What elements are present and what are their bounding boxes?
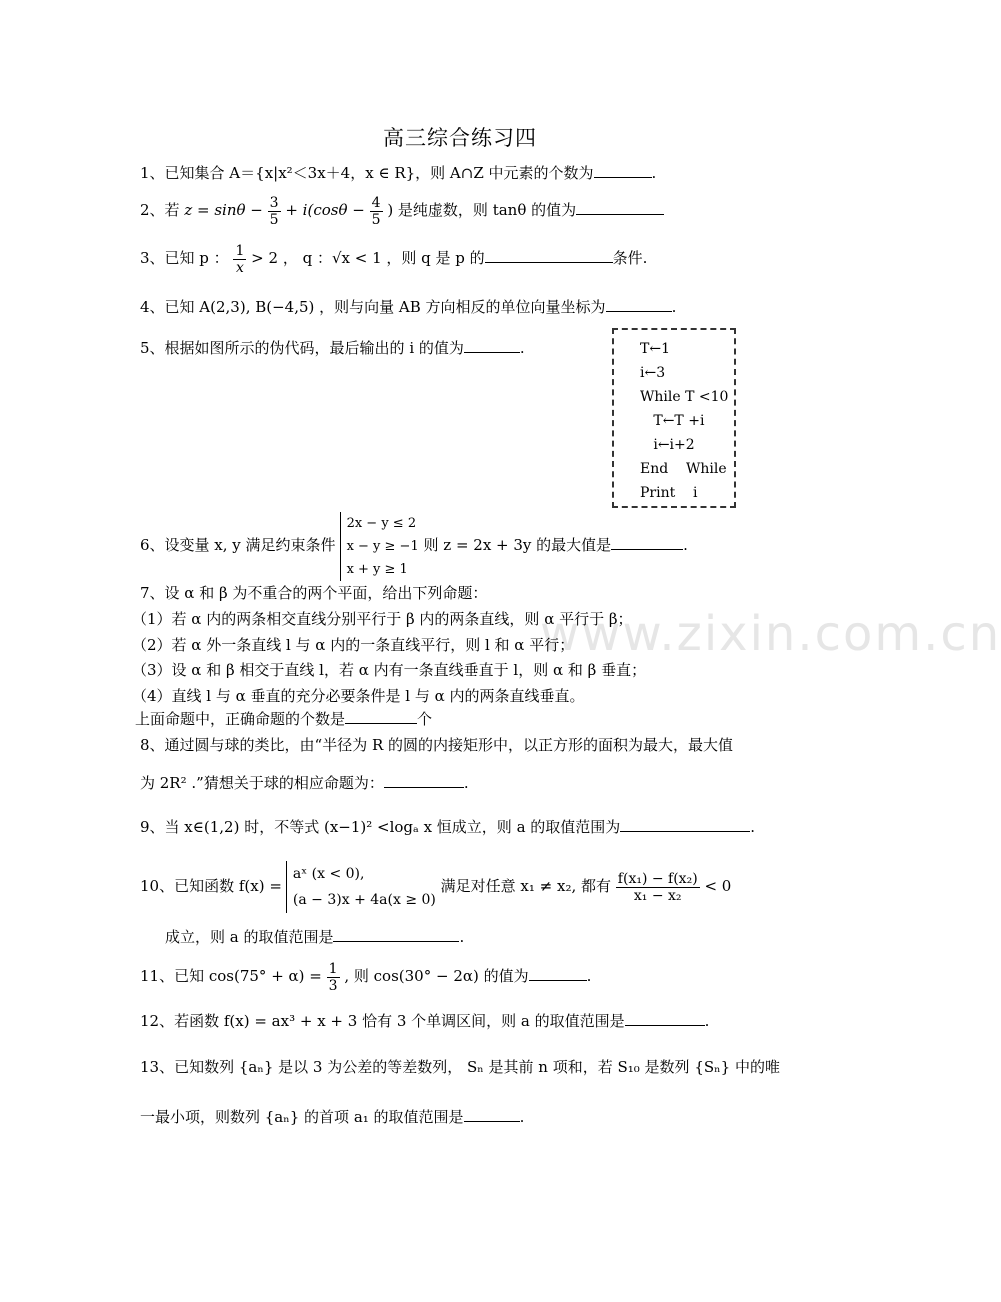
question-10: 10、已知函数 f(x) = aˣ (x < 0), (a − 3)x + 4a(x ≥ 0) 满足对任意 x₁ ≠ x₂, 都有 $\frac{\text{f(x₁) − f(x₂)}}{\text{x₁ − x₂}}$ < 0 (140, 858, 731, 914)
answer-blank[interactable] (464, 1107, 520, 1122)
answer-blank[interactable] (576, 200, 664, 215)
answer-blank[interactable] (529, 966, 587, 981)
question-12: 12、若函数 f(x) = ax³ + x + 3 恰有 3 个单调区间，则 a 的取值范围是 . (140, 1012, 710, 1030)
piecewise-function: aˣ (x < 0), (a − 3)x + 4a(x ≥ 0) (286, 861, 436, 913)
answer-blank[interactable] (345, 709, 417, 724)
q7-tail: 上面命题中，正确命题的个数是 个 (135, 710, 433, 728)
question-1: 1、已知集合 A＝{x|x²＜3x＋4，x ∈ R}，则 A∩Z 中元素的个数为 . (140, 164, 657, 182)
code-line: While T <10 (640, 389, 729, 405)
question-9: 9、当 x∈(1,2) 时，不等式 (x−1)² <logₐ x 恒成立，则 a 的取值范围为 . (140, 818, 756, 836)
answer-blank[interactable] (594, 163, 652, 178)
pseudocode-box (612, 328, 736, 508)
question-11: 11、已知 cos(75° + α) = $\frac{1}{3}$ , 则 cos(30° − 2α) 的值为 . (140, 960, 592, 994)
question-13-line1: 13、已知数列 {aₙ} 是以 3 为公差的等差数列， Sₙ 是其前 n 项和，若 S₁₀ 是数列 {Sₙ} 中的唯 (140, 1058, 780, 1076)
answer-blank[interactable] (464, 338, 520, 353)
fraction: $\frac{1}{3}$ (328, 960, 338, 994)
question-13-line2: 一最小项，则数列 {aₙ} 的首项 a₁ 的取值范围是 . (140, 1108, 525, 1126)
question-3: 3、已知 p ： $\frac{1}{x}$ > 2 ， q ：√x < 1 ，则 q 是 p 的 条件. (140, 242, 648, 276)
answer-blank[interactable] (611, 535, 683, 550)
answer-blank[interactable] (333, 927, 459, 942)
q7-item-4: （4）直线 l 与 α 垂直的充分必要条件是 l 与 α 内的两条直线垂直。 (132, 687, 585, 705)
code-line: Print i (640, 485, 698, 501)
fraction: $\frac{4}{5}$ (371, 194, 381, 228)
answer-blank[interactable] (620, 817, 750, 832)
question-8-line2: 为 2R² .”猜想关于球的相应命题为： . (140, 774, 469, 792)
question-10-line2: 成立，则 a 的取值范围是 . (165, 928, 465, 946)
question-5: 5、根据如图所示的伪代码，最后输出的 i 的值为 . (140, 339, 525, 357)
answer-blank[interactable] (606, 297, 672, 312)
question-2: 2、若 z = sinθ − $\frac{3}{5}$ + i(cosθ − $\frac{4}{5}$ ) 是纯虚数，则 tanθ 的值为 (140, 190, 664, 230)
code-line: i←i+2 (640, 437, 695, 453)
fraction: $\frac{3}{5}$ (269, 194, 279, 228)
page-title: 高三综合练习四 (383, 126, 537, 150)
question-7-stem: 7、设 α 和 β 为不重合的两个平面，给出下列命题： (140, 584, 488, 602)
q7-item-2: （2）若 α 外一条直线 l 与 α 内的一条直线平行，则 l 和 α 平行； (132, 636, 575, 654)
code-line: i←3 (640, 365, 666, 381)
question-4: 4、已知 A(2,3), B(−4,5) ，则与向量 AB 方向相反的单位向量坐标为 . (140, 298, 677, 316)
q1-text: 1、已知集合 A＝{x|x²＜3x＋4，x ∈ R}，则 A∩Z 中元素的个数为 (140, 164, 594, 182)
q7-item-1: （1）若 α 内的两条相交直线分别平行于 β 内的两条直线，则 α 平行于 β； (132, 610, 633, 628)
code-line: End While (640, 461, 727, 477)
question-8-line1: 8、通过圆与球的类比，由“半径为 R 的圆的内接矩形中，以正方形的面积为最大，最大值 (140, 736, 734, 754)
answer-blank[interactable] (485, 248, 613, 263)
constraint-system: 2x − y ≤ 2 x − y ≥ −1 x + y ≥ 1 (340, 512, 419, 581)
q7-item-3: （3）设 α 和 β 相交于直线 l，若 α 内有一条直线垂直于 l，则 α 和 β 垂直； (132, 661, 647, 679)
watermark: www.zixin.com.cn (540, 606, 1001, 662)
fraction: $\frac{\text{f(x₁) − f(x₂)}}{\text{x₁ − x₂}}$ (617, 870, 698, 904)
fraction: $\frac{1}{x}$ (235, 242, 245, 276)
answer-blank[interactable] (625, 1011, 705, 1026)
code-line: T←T +i (640, 413, 705, 429)
code-line: T←1 (640, 341, 670, 357)
question-6: 6、设变量 x, y 满足约束条件 2x − y ≤ 2 x − y ≥ −1 x + y ≥ 1 则 z = 2x + 3y 的最大值是 . (140, 510, 688, 581)
answer-blank[interactable] (384, 773, 464, 788)
